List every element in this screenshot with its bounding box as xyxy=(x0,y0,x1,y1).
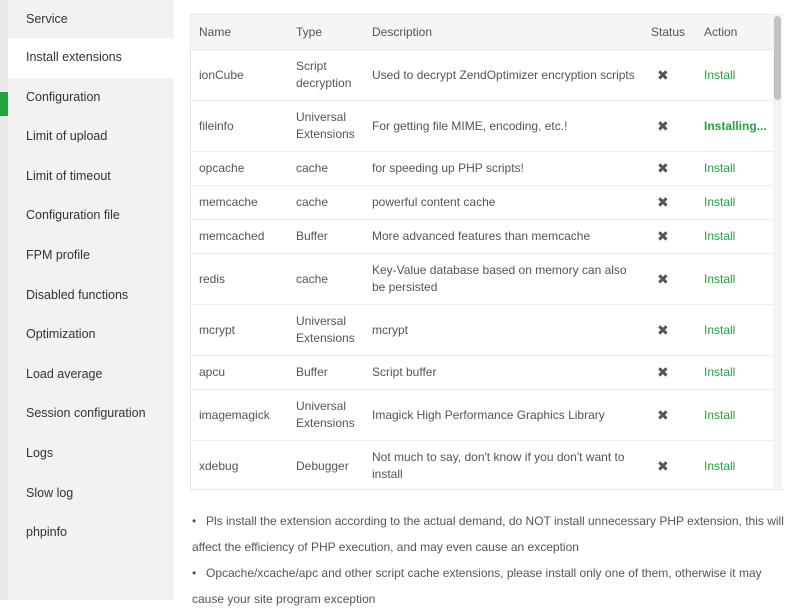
close-icon: ✖ xyxy=(643,101,696,152)
install-button[interactable]: Install xyxy=(696,186,774,220)
row-type: cache xyxy=(288,186,364,220)
sidebar-item-optimization[interactable]: Optimization xyxy=(26,327,96,342)
column-header-name: Name xyxy=(191,15,288,50)
close-icon: ✖ xyxy=(643,390,696,441)
sidebar xyxy=(8,0,174,600)
column-header-status: Status xyxy=(643,15,696,50)
tips-list xyxy=(190,508,790,612)
row-name: opcache xyxy=(191,152,288,186)
install-button[interactable]: Install xyxy=(696,441,774,491)
installing-status[interactable]: Installing... xyxy=(696,101,774,152)
row-name: mcrypt xyxy=(191,305,288,356)
table-row xyxy=(191,254,774,305)
close-icon: ✖ xyxy=(643,441,696,491)
sidebar-item-limit-of-upload[interactable]: Limit of upload xyxy=(26,129,108,144)
row-type: Universal Extensions xyxy=(288,101,364,152)
row-name: xdebug xyxy=(191,441,288,491)
row-description: Used to decrypt ZendOptimizer encryption scripts xyxy=(364,50,643,101)
install-button[interactable]: Install xyxy=(696,390,774,441)
table-row xyxy=(191,356,774,390)
table-row xyxy=(191,220,774,254)
sidebar-item-slow-log[interactable]: Slow log xyxy=(26,485,74,500)
row-description: Imagick High Performance Graphics Library xyxy=(364,390,643,441)
row-name: redis xyxy=(191,254,288,305)
column-header-type: Type xyxy=(288,15,364,50)
row-description: Key-Value database based on memory can also be persisted xyxy=(364,254,643,305)
table-row xyxy=(191,390,774,441)
sidebar-item-disabled-functions[interactable]: Disabled functions xyxy=(26,287,129,302)
install-button[interactable]: Install xyxy=(696,152,774,186)
extensions-table xyxy=(191,15,774,490)
install-button[interactable]: Install xyxy=(696,305,774,356)
row-type: Script decryption xyxy=(288,50,364,101)
close-icon: ✖ xyxy=(643,152,696,186)
row-type: Universal Extensions xyxy=(288,305,364,356)
sidebar-item-load-average[interactable]: Load average xyxy=(26,366,103,381)
table-row xyxy=(191,305,774,356)
row-type: cache xyxy=(288,254,364,305)
row-name: imagemagick xyxy=(191,390,288,441)
table-scrollbar[interactable] xyxy=(773,14,782,488)
sidebar-item-service[interactable]: Service xyxy=(26,12,68,26)
close-icon: ✖ xyxy=(643,186,696,220)
bullet-icon: • xyxy=(192,566,197,580)
row-type: cache xyxy=(288,152,364,186)
tip-item xyxy=(190,508,790,560)
sidebar-item-install-extensions[interactable]: Install extensions xyxy=(8,38,174,78)
row-name: memcached xyxy=(191,220,288,254)
column-header-action: Action xyxy=(696,15,774,50)
row-description: Script buffer xyxy=(364,356,643,390)
row-description: More advanced features than memcache xyxy=(364,220,643,254)
background-accent-bar xyxy=(0,92,8,116)
main-panel xyxy=(174,0,800,606)
row-name: ionCube xyxy=(191,50,288,101)
table-row xyxy=(191,186,774,220)
row-type: Buffer xyxy=(288,220,364,254)
row-type: Universal Extensions xyxy=(288,390,364,441)
install-button[interactable]: Install xyxy=(696,220,774,254)
background-page-strip xyxy=(0,0,8,600)
sidebar-item-limit-of-timeout[interactable]: Limit of timeout xyxy=(26,168,111,183)
row-description: mcrypt xyxy=(364,305,643,356)
row-type: Buffer xyxy=(288,356,364,390)
table-row xyxy=(191,101,774,152)
row-description: for speeding up PHP scripts! xyxy=(364,152,643,186)
close-icon: ✖ xyxy=(643,50,696,101)
table-row xyxy=(191,152,774,186)
sidebar-item-configuration[interactable]: Configuration xyxy=(26,89,101,104)
row-name: fileinfo xyxy=(191,101,288,152)
tip-text: Pls install the extension according to the actual demand, do NOT install unnecessary PHP extension, this will affect the efficiency of PHP execution, and may even cause an exception xyxy=(192,514,784,554)
sidebar-item-phpinfo[interactable]: phpinfo xyxy=(26,525,68,540)
install-button[interactable]: Install xyxy=(696,356,774,390)
sidebar-item-fpm-profile[interactable]: FPM profile xyxy=(26,247,90,262)
column-header-description: Description xyxy=(364,15,643,50)
close-icon: ✖ xyxy=(643,220,696,254)
install-button[interactable]: Install xyxy=(696,254,774,305)
row-type: Debugger xyxy=(288,441,364,491)
row-description: Not much to say, don't know if you don't want to install xyxy=(364,441,643,491)
tip-item xyxy=(190,560,790,612)
sidebar-item-logs[interactable]: Logs xyxy=(26,445,54,460)
close-icon: ✖ xyxy=(643,356,696,390)
table-header-row xyxy=(191,15,774,50)
table-row xyxy=(191,441,774,491)
row-description: For getting file MIME, encoding, etc.! xyxy=(364,101,643,152)
bullet-icon: • xyxy=(192,514,197,528)
row-description: powerful content cache xyxy=(364,186,643,220)
sidebar-item-configuration-file[interactable]: Configuration file xyxy=(26,208,120,223)
row-name: apcu xyxy=(191,356,288,390)
extensions-table-container[interactable] xyxy=(190,14,783,490)
sidebar-item-session-configuration[interactable]: Session configuration xyxy=(26,406,146,421)
install-button[interactable]: Install xyxy=(696,50,774,101)
tip-text: Opcache/xcache/apc and other script cache extensions, please install only one of them, otherwise it may cause your site program exception xyxy=(192,566,762,606)
close-icon: ✖ xyxy=(643,305,696,356)
table-row xyxy=(191,50,774,101)
row-name: memcache xyxy=(191,186,288,220)
close-icon: ✖ xyxy=(643,254,696,305)
scrollbar-thumb[interactable] xyxy=(774,16,781,100)
